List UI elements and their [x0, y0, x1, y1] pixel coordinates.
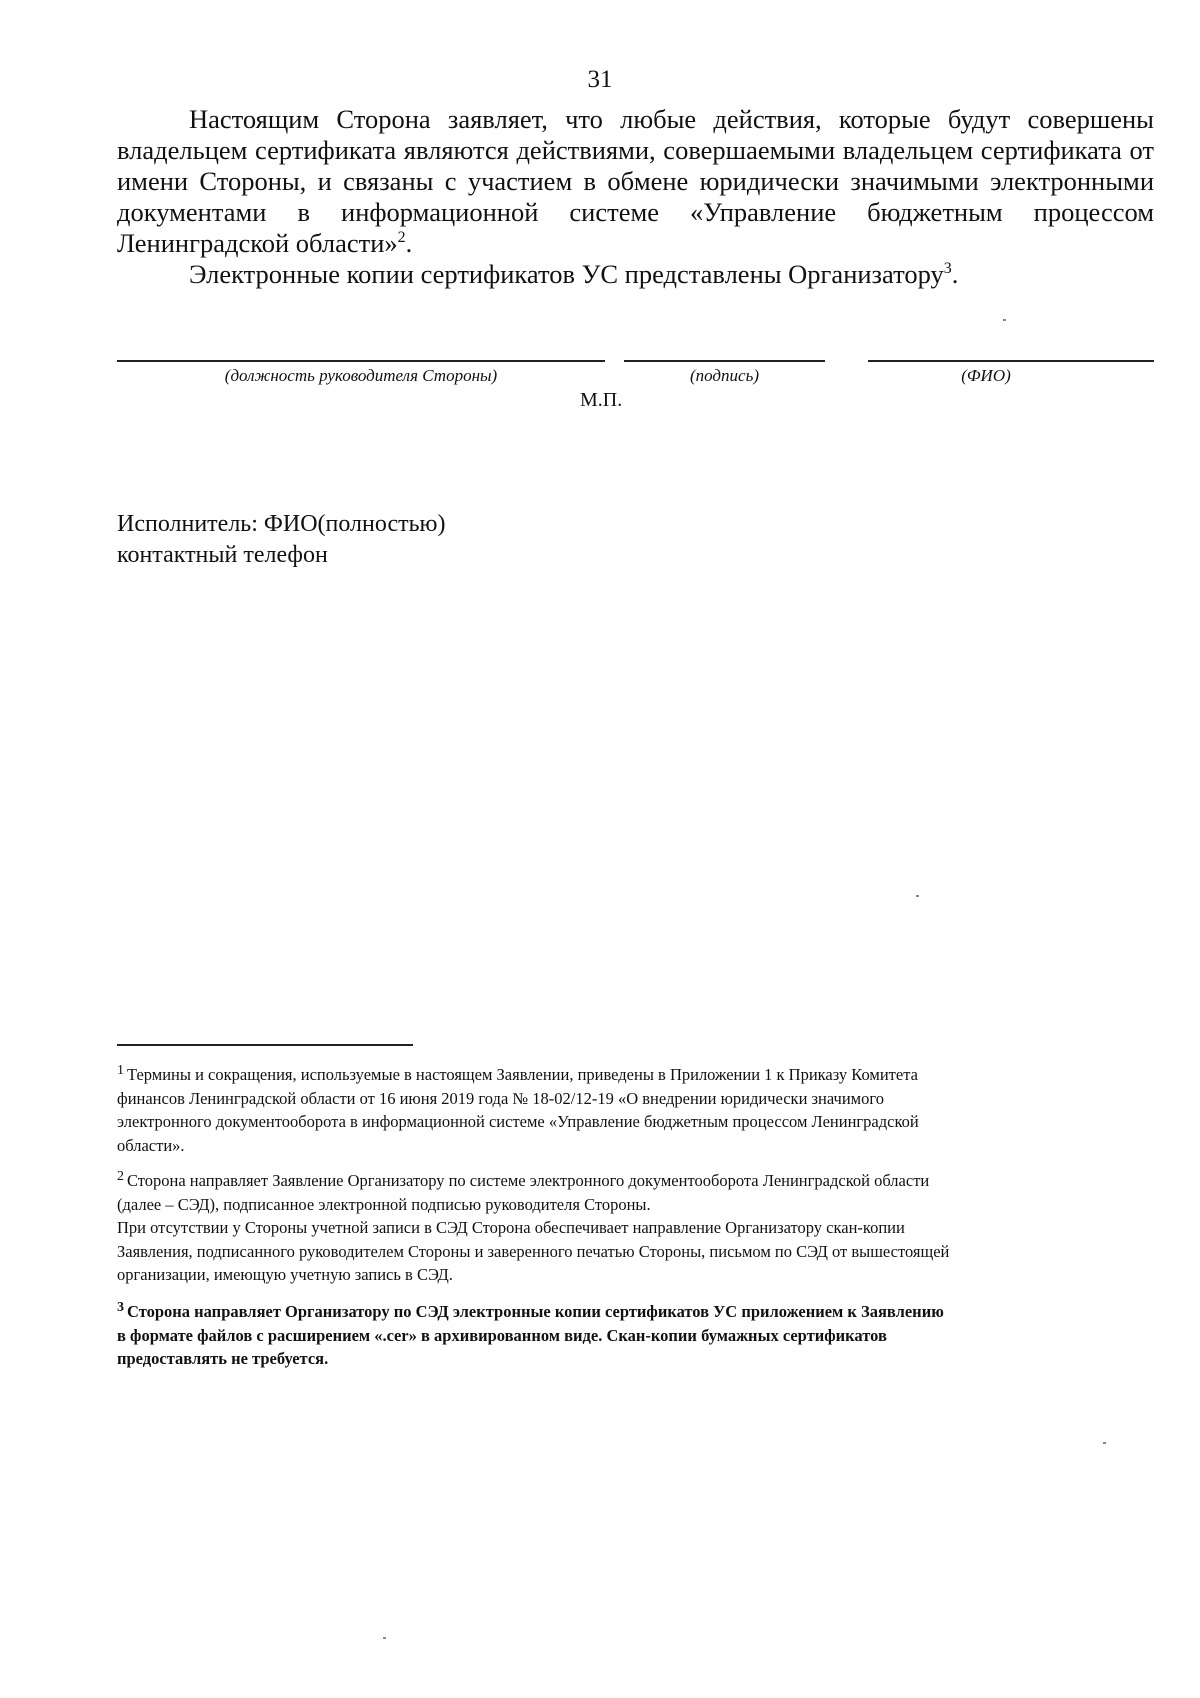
footnote-line: финансов Ленинградской области от 16 июня 2019 года № 18-02/12-19 «О внедрении юридически значимого — [117, 1088, 884, 1108]
footnote-2 — [117, 1169, 1154, 1287]
statement-body — [117, 104, 1154, 290]
executor-name-line: Исполнитель: ФИО(полностью) — [117, 511, 446, 537]
name-signature-line — [868, 360, 1154, 362]
executor-block — [117, 509, 445, 571]
page-number: 31 — [587, 66, 613, 93]
scan-speck — [383, 1637, 386, 1639]
footnote-ref: 3 — [943, 260, 952, 278]
footnote-line: электронного документооборота в информационной системе «Управление бюджетным процессом Ленинградской — [117, 1112, 919, 1131]
position-label: (должность руководителя Стороны) — [224, 366, 498, 385]
signature-label: (подпись) — [690, 366, 759, 385]
footnote-line: (далее – СЭД), подписанное электронной подписью руководителя Стороны. — [117, 1194, 651, 1214]
footnote-line: организации, имеющую учетную запись в СЭД. — [117, 1265, 453, 1284]
name-label: (ФИО) — [961, 366, 1011, 385]
paragraph-text: Настоящим Сторона заявляет, что любые действия, которые будут совершены владельцем сертификата являются действиями, совершаемыми владельцем сертификата от имени Стороны, и связаны с участием в обмене юридически значимыми электронными документами в информационной системе «Управление бюджетным процессом Ленинградской области» — [117, 104, 1154, 258]
certificates-paragraph — [117, 259, 1154, 290]
footnote-mark: 2 — [117, 1168, 124, 1184]
footnote-line — [117, 1300, 1154, 1324]
footnote-text: Термины и сокращения, используемые в настоящем Заявлении, приведены в Приложении 1 к Приказу Комитета — [127, 1065, 918, 1084]
footnote-ref: 2 — [397, 229, 406, 247]
signature-line — [624, 360, 825, 362]
executor-phone-line: контактный телефон — [117, 542, 328, 568]
scan-speck — [1003, 319, 1006, 321]
footnote-text: Сторона направляет Заявление Организатору по системе электронного документооборота Ленинградской области — [127, 1171, 930, 1190]
footnote-mark: 3 — [117, 1299, 124, 1315]
footnote-line: предоставлять не требуется. — [117, 1349, 329, 1368]
footnote-text: Сторона направляет Организатору по СЭД электронные копии сертификатов УС приложением к Заявлению — [127, 1302, 944, 1321]
footnote-divider — [117, 1044, 413, 1046]
paragraph-text: Электронные копии сертификатов УС представлены Организатору — [189, 259, 944, 289]
position-signature-line — [117, 360, 605, 362]
footnote-line: При отсутствии у Стороны учетной записи в СЭД Сторона обеспечивает направление Организатору скан-копии — [117, 1218, 905, 1237]
footnote-line — [117, 1169, 1154, 1193]
scan-speck — [1103, 1442, 1106, 1444]
seal-placeholder: М.П. — [580, 389, 623, 411]
paragraph-end: . — [951, 259, 959, 289]
footnote-line — [117, 1063, 1154, 1087]
footnote-1 — [117, 1063, 1154, 1157]
scan-speck — [916, 895, 919, 897]
footnote-line: области». — [117, 1135, 185, 1155]
footnote-3 — [117, 1300, 1154, 1371]
footnote-line: в формате файлов с расширением «.cer» в архивированном виде. Скан-копии бумажных сертификатов — [117, 1325, 887, 1345]
footnote-line: Заявления, подписанного руководителем Стороны и заверенного печатью Стороны, письмом по СЭД от вышестоящей — [117, 1241, 950, 1261]
statement-paragraph — [117, 104, 1154, 259]
paragraph-end: . — [405, 228, 413, 258]
footnote-mark: 1 — [117, 1062, 124, 1078]
